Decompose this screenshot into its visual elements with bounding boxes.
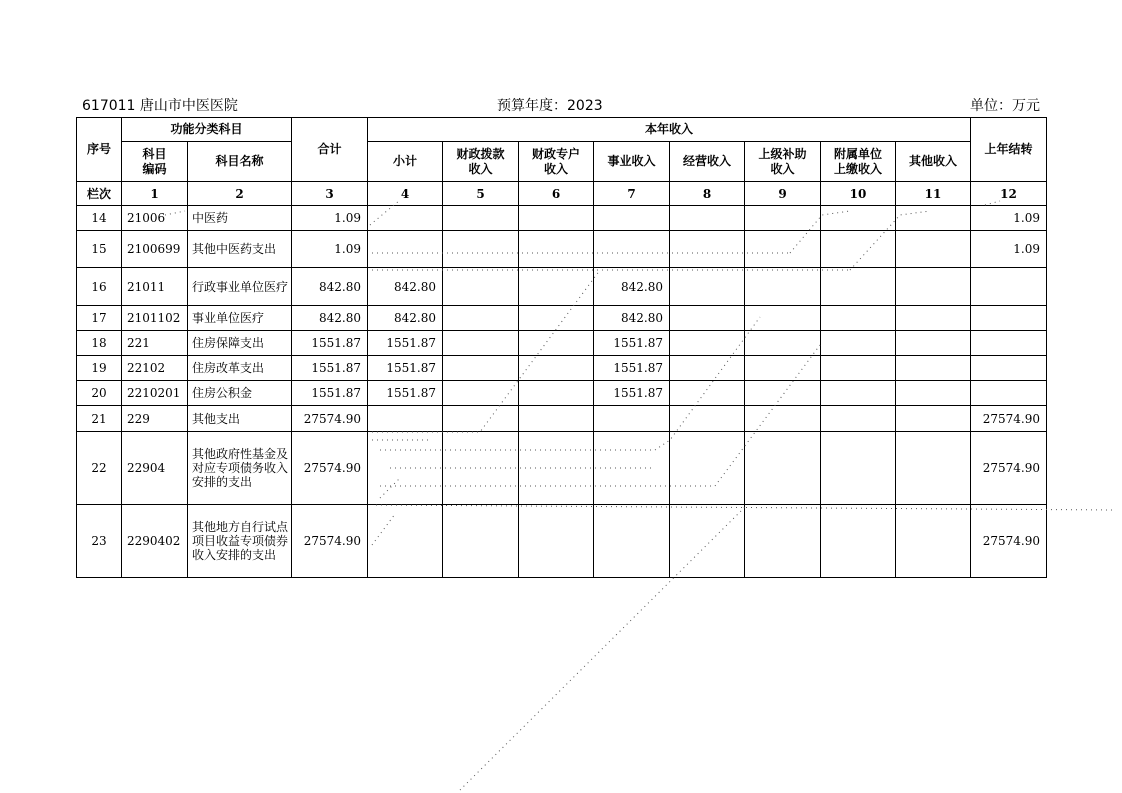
lanci-7: 7	[594, 182, 670, 206]
row-name: 住房公积金	[188, 381, 292, 406]
row-subtotal: 842.80	[368, 268, 443, 306]
row-total: 1.09	[292, 231, 368, 268]
row-operating	[670, 268, 745, 306]
row-seq: 18	[77, 331, 122, 356]
lanci-label: 栏次	[77, 182, 122, 206]
row-fiscal-special	[519, 268, 594, 306]
row-other	[896, 505, 971, 578]
row-fiscal-grant	[443, 432, 519, 505]
row-code: 2100699	[122, 231, 188, 268]
row-subtotal	[368, 505, 443, 578]
row-subtotal	[368, 406, 443, 432]
col-other: 其他收入	[896, 142, 971, 182]
row-total: 1.09	[292, 206, 368, 231]
row-fiscal-grant	[443, 268, 519, 306]
row-code: 2290402	[122, 505, 188, 578]
row-subtotal: 1551.87	[368, 381, 443, 406]
row-seq: 20	[77, 381, 122, 406]
row-total: 27574.90	[292, 505, 368, 578]
row-fiscal-special	[519, 331, 594, 356]
row-seq: 16	[77, 268, 122, 306]
row-seq: 21	[77, 406, 122, 432]
row-superior-subsidy	[745, 432, 821, 505]
row-name: 住房保障支出	[188, 331, 292, 356]
row-affiliated	[821, 268, 896, 306]
col-affiliated: 附属单位 上缴收入	[821, 142, 896, 182]
row-affiliated	[821, 406, 896, 432]
row-business: 1551.87	[594, 381, 670, 406]
lanci-1: 1	[122, 182, 188, 206]
row-seq: 19	[77, 356, 122, 381]
col-income-group: 本年收入	[368, 118, 971, 142]
row-carryover	[971, 306, 1047, 331]
budget-year: 预算年度：2023	[497, 98, 603, 114]
row-affiliated	[821, 306, 896, 331]
row-name: 住房改革支出	[188, 356, 292, 381]
col-name: 科目名称	[188, 142, 292, 182]
col-business: 事业收入	[594, 142, 670, 182]
row-operating	[670, 406, 745, 432]
row-fiscal-special	[519, 356, 594, 381]
row-subtotal: 1551.87	[368, 331, 443, 356]
budget-income-table	[76, 117, 1047, 578]
row-affiliated	[821, 505, 896, 578]
row-operating	[670, 306, 745, 331]
row-subtotal	[368, 206, 443, 231]
row-affiliated	[821, 206, 896, 231]
row-other	[896, 231, 971, 268]
row-fiscal-grant	[443, 505, 519, 578]
row-fiscal-grant	[443, 406, 519, 432]
table-row	[77, 432, 1047, 505]
row-business: 1551.87	[594, 356, 670, 381]
row-superior-subsidy	[745, 356, 821, 381]
row-operating	[670, 206, 745, 231]
row-superior-subsidy	[745, 231, 821, 268]
row-seq: 14	[77, 206, 122, 231]
row-other	[896, 331, 971, 356]
lanci-12: 12	[971, 182, 1047, 206]
col-operating: 经营收入	[670, 142, 745, 182]
row-total: 1551.87	[292, 381, 368, 406]
unit-code-name: 617011 唐山市中医医院	[82, 98, 238, 114]
row-name: 行政事业单位医疗	[188, 268, 292, 306]
row-fiscal-special	[519, 206, 594, 231]
row-business	[594, 231, 670, 268]
row-other	[896, 432, 971, 505]
row-fiscal-special	[519, 381, 594, 406]
row-operating	[670, 331, 745, 356]
row-fiscal-grant	[443, 231, 519, 268]
row-fiscal-special	[519, 231, 594, 268]
lanci-4: 4	[368, 182, 443, 206]
row-superior-subsidy	[745, 206, 821, 231]
row-fiscal-grant	[443, 331, 519, 356]
lanci-2: 2	[188, 182, 292, 206]
row-total: 27574.90	[292, 432, 368, 505]
row-affiliated	[821, 356, 896, 381]
row-superior-subsidy	[745, 268, 821, 306]
row-name: 其他支出	[188, 406, 292, 432]
table-row	[77, 406, 1047, 432]
table-row	[77, 505, 1047, 578]
row-carryover: 27574.90	[971, 432, 1047, 505]
row-superior-subsidy	[745, 381, 821, 406]
row-affiliated	[821, 231, 896, 268]
row-superior-subsidy	[745, 306, 821, 331]
row-other	[896, 356, 971, 381]
row-code: 21006	[122, 206, 188, 231]
table-row	[77, 381, 1047, 406]
row-carryover	[971, 331, 1047, 356]
row-carryover: 1.09	[971, 206, 1047, 231]
row-total: 1551.87	[292, 331, 368, 356]
lanci-10: 10	[821, 182, 896, 206]
col-fiscal-grant: 财政拨款 收入	[443, 142, 519, 182]
row-business: 842.80	[594, 306, 670, 331]
row-operating	[670, 381, 745, 406]
row-fiscal-grant	[443, 356, 519, 381]
row-fiscal-special	[519, 406, 594, 432]
row-other	[896, 406, 971, 432]
row-total: 842.80	[292, 268, 368, 306]
row-fiscal-grant	[443, 381, 519, 406]
row-name: 其他中医药支出	[188, 231, 292, 268]
row-seq: 23	[77, 505, 122, 578]
table-row	[77, 268, 1047, 306]
row-seq: 17	[77, 306, 122, 331]
col-code: 科目 编码	[122, 142, 188, 182]
row-carryover: 27574.90	[971, 505, 1047, 578]
row-operating	[670, 231, 745, 268]
row-carryover	[971, 381, 1047, 406]
row-name: 其他政府性基金及对应专项债务收入安排的支出	[188, 432, 292, 505]
row-name: 中医药	[188, 206, 292, 231]
table-row	[77, 306, 1047, 331]
col-superior-subsidy: 上级补助 收入	[745, 142, 821, 182]
row-operating	[670, 356, 745, 381]
row-operating	[670, 432, 745, 505]
row-seq: 22	[77, 432, 122, 505]
table-row	[77, 206, 1047, 231]
table-row	[77, 331, 1047, 356]
row-total: 1551.87	[292, 356, 368, 381]
row-fiscal-special	[519, 306, 594, 331]
row-affiliated	[821, 432, 896, 505]
col-carryover: 上年结转	[971, 118, 1047, 182]
row-carryover: 1.09	[971, 231, 1047, 268]
col-subtotal: 小计	[368, 142, 443, 182]
row-subtotal	[368, 231, 443, 268]
row-other	[896, 306, 971, 331]
col-seq: 序号	[77, 118, 122, 182]
row-code: 2210201	[122, 381, 188, 406]
row-fiscal-special	[519, 432, 594, 505]
row-business: 842.80	[594, 268, 670, 306]
row-code: 229	[122, 406, 188, 432]
row-total: 842.80	[292, 306, 368, 331]
row-other	[896, 206, 971, 231]
lanci-3: 3	[292, 182, 368, 206]
row-seq: 15	[77, 231, 122, 268]
row-carryover: 27574.90	[971, 406, 1047, 432]
row-superior-subsidy	[745, 331, 821, 356]
row-name: 其他地方自行试点项目收益专项债券收入安排的支出	[188, 505, 292, 578]
row-affiliated	[821, 331, 896, 356]
row-code: 22904	[122, 432, 188, 505]
table-row	[77, 231, 1047, 268]
col-fiscal-special: 财政专户 收入	[519, 142, 594, 182]
row-fiscal-special	[519, 505, 594, 578]
row-business: 1551.87	[594, 331, 670, 356]
row-code: 21011	[122, 268, 188, 306]
row-code: 22102	[122, 356, 188, 381]
row-subtotal	[368, 432, 443, 505]
table-row	[77, 356, 1047, 381]
row-carryover	[971, 356, 1047, 381]
row-total: 27574.90	[292, 406, 368, 432]
lanci-8: 8	[670, 182, 745, 206]
lanci-6: 6	[519, 182, 594, 206]
row-carryover	[971, 268, 1047, 306]
row-code: 221	[122, 331, 188, 356]
lanci-11: 11	[896, 182, 971, 206]
col-total: 合计	[292, 118, 368, 182]
row-business	[594, 505, 670, 578]
row-other	[896, 268, 971, 306]
row-superior-subsidy	[745, 505, 821, 578]
currency-unit: 单位：万元	[970, 98, 1040, 114]
lanci-5: 5	[443, 182, 519, 206]
row-affiliated	[821, 381, 896, 406]
row-business	[594, 406, 670, 432]
col-func-group: 功能分类科目	[122, 118, 292, 142]
row-subtotal: 1551.87	[368, 356, 443, 381]
lanci-9: 9	[745, 182, 821, 206]
row-other	[896, 381, 971, 406]
row-business	[594, 206, 670, 231]
row-code: 2101102	[122, 306, 188, 331]
row-superior-subsidy	[745, 406, 821, 432]
column-index-row	[77, 182, 1047, 206]
row-fiscal-grant	[443, 206, 519, 231]
row-business	[594, 432, 670, 505]
row-name: 事业单位医疗	[188, 306, 292, 331]
row-operating	[670, 505, 745, 578]
row-fiscal-grant	[443, 306, 519, 331]
row-subtotal: 842.80	[368, 306, 443, 331]
